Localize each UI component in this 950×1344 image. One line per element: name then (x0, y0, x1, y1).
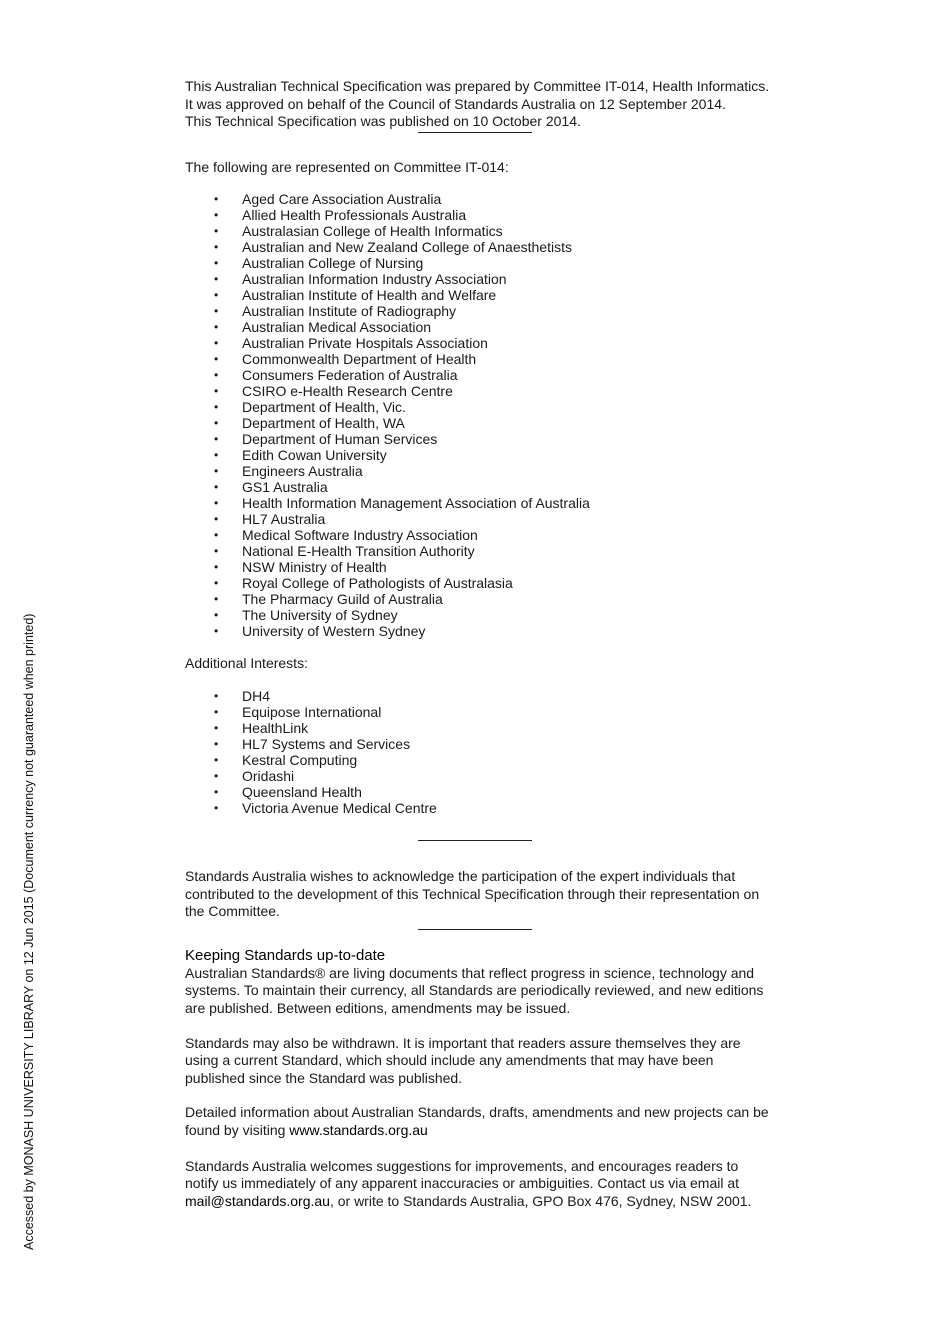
list-item (185, 399, 775, 415)
keeping-standards-heading: Keeping Standards up-to-date (185, 946, 386, 964)
paragraph-3-text: Detailed information about Australian Standards, drafts, amendments and new projects can be found by visiting (185, 1104, 769, 1138)
access-watermark: Accessed by MONASH UNIVERSITY LIBRARY on 12 Jun 2015 (Document currency not guaranteed when printed) (22, 613, 36, 1250)
list-item-label: Edith Cowan University (242, 447, 387, 464)
list-item-label: Allied Health Professionals Australia (242, 207, 467, 224)
bullet-icon: • (214, 608, 219, 623)
bullet-icon: • (214, 688, 219, 703)
committee-member-list (185, 191, 775, 639)
keeping-paragraph-1: Australian Standards® are living documents that reflect progress in science, technology and systems. To maintain their currency, all Standards are periodically reviewed, and new editions are published. Between editions, amendments may be issued. (185, 964, 764, 1016)
bullet-icon: • (214, 208, 219, 223)
list-item-label: HL7 Systems and Services (242, 735, 411, 752)
list-item-label: Victoria Avenue Medical Centre (242, 799, 437, 816)
list-item (185, 431, 775, 447)
additional-interests-heading: Additional Interests: (185, 655, 308, 672)
bullet-icon: • (214, 624, 219, 639)
list-item-label: Queensland Health (242, 783, 362, 800)
list-item (185, 479, 775, 495)
bullet-icon: • (214, 288, 219, 303)
bullet-icon: • (214, 592, 219, 607)
bullet-icon: • (214, 400, 219, 415)
list-item (185, 784, 775, 800)
additional-interests-list (185, 688, 775, 816)
list-item (185, 223, 775, 239)
list-item (185, 768, 775, 784)
list-item-label: Department of Human Services (242, 431, 438, 448)
bullet-icon: • (214, 480, 219, 495)
keeping-paragraph-2: Standards may also be withdrawn. It is important that readers assure themselves they are using a current Standard, which should include any amendments that may have been published since the Standard was published. (185, 1034, 741, 1086)
list-item-label: Australian Private Hospitals Association (242, 335, 488, 352)
list-item (185, 303, 775, 319)
publication-statement: This Technical Specification was published on 10 October 2014. (185, 113, 581, 130)
list-item (185, 511, 775, 527)
list-item-label: Equipose International (242, 703, 382, 720)
list-item-label: Australian Information Industry Association (242, 271, 507, 288)
list-item-label: Consumers Federation of Australia (242, 367, 458, 384)
list-item (185, 239, 775, 255)
bullet-icon: • (214, 192, 219, 207)
bullet-icon: • (214, 496, 219, 511)
list-item (185, 736, 775, 752)
contact-email-link[interactable]: mail@standards.org.au (185, 1192, 330, 1209)
list-item-label: Oridashi (242, 767, 295, 784)
list-item (185, 688, 775, 704)
keeping-paragraph-4 (185, 1158, 775, 1211)
list-item (185, 704, 775, 720)
list-item-label: NSW Ministry of Health (242, 559, 387, 576)
list-item (185, 367, 775, 383)
bullet-icon: • (214, 224, 219, 239)
list-item (185, 207, 775, 223)
list-item-label: Health Information Management Association of Australia (242, 495, 590, 512)
list-item (185, 335, 775, 351)
bullet-icon: • (214, 736, 219, 751)
bullet-icon: • (214, 256, 219, 271)
bullet-icon: • (214, 544, 219, 559)
list-item-label: Aged Care Association Australia (242, 191, 442, 208)
list-item-label: Royal College of Pathologists of Australasia (242, 575, 513, 592)
list-item-label: Department of Health, Vic. (242, 399, 406, 416)
list-item-label: CSIRO e-Health Research Centre (242, 383, 453, 400)
bullet-icon: • (214, 752, 219, 767)
list-item-label: National E-Health Transition Authority (242, 543, 475, 560)
list-item (185, 319, 775, 335)
list-item-label: Commonwealth Department of Health (242, 351, 477, 368)
bullet-icon: • (214, 528, 219, 543)
bullet-icon: • (214, 768, 219, 783)
list-item (185, 255, 775, 271)
keeping-paragraph-3 (185, 1104, 775, 1139)
list-item (185, 463, 775, 479)
list-item-label: HealthLink (242, 719, 309, 736)
list-item-label: Australasian College of Health Informatics (242, 223, 503, 240)
list-item (185, 287, 775, 303)
list-item (185, 415, 775, 431)
list-item-label: Australian College of Nursing (242, 255, 424, 272)
list-item (185, 575, 775, 591)
list-item (185, 527, 775, 543)
list-item-label: Department of Health, WA (242, 415, 405, 432)
list-item-label: Kestral Computing (242, 751, 358, 768)
committee-heading: The following are represented on Committee IT-014: (185, 158, 509, 175)
bullet-icon: • (214, 272, 219, 287)
bullet-icon: • (214, 416, 219, 431)
list-item (185, 351, 775, 367)
bullet-icon: • (214, 576, 219, 591)
list-item-label: Australian Institute of Radiography (242, 303, 457, 320)
list-item-label: GS1 Australia (242, 479, 328, 496)
list-item-label: Australian Institute of Health and Welfare (242, 287, 497, 304)
list-item (185, 383, 775, 399)
list-item (185, 271, 775, 287)
list-item-label: Engineers Australia (242, 463, 363, 480)
paragraph-4-address: , or write to Standards Australia, GPO Box 476, Sydney, NSW 2001. (329, 1192, 752, 1209)
bullet-icon: • (214, 704, 219, 719)
bullet-icon: • (214, 368, 219, 383)
list-item-label: University of Western Sydney (242, 623, 426, 640)
bullet-icon: • (214, 512, 219, 527)
bullet-icon: • (214, 352, 219, 367)
list-item-label: Australian Medical Association (242, 319, 432, 336)
list-item-label: HL7 Australia (242, 511, 326, 528)
list-item-label: The Pharmacy Guild of Australia (242, 591, 443, 608)
bullet-icon: • (214, 464, 219, 479)
bullet-icon: • (214, 384, 219, 399)
list-item-label: DH4 (242, 687, 271, 704)
standards-website-link[interactable]: www.standards.org.au (289, 1121, 428, 1138)
list-item (185, 720, 775, 736)
list-item (185, 752, 775, 768)
acknowledgement-text: Standards Australia wishes to acknowledge the participation of the expert individuals that contributed to the development of this Technical Specification through their representation on the Committee. (185, 867, 760, 920)
bullet-icon: • (214, 432, 219, 447)
bullet-icon: • (214, 800, 219, 815)
list-item (185, 591, 775, 607)
bullet-icon: • (214, 560, 219, 575)
list-item (185, 495, 775, 511)
list-item (185, 800, 775, 816)
list-item (185, 447, 775, 463)
list-item (185, 191, 775, 207)
bullet-icon: • (214, 448, 219, 463)
paragraph-4-text: Standards Australia welcomes suggestions for improvements, and encourages readers to notify us immediately of any apparent inaccuracies or ambiguities. Contact us via email at (185, 1157, 740, 1192)
document-page (185, 78, 775, 1210)
list-item-label: The University of Sydney (242, 607, 398, 624)
approval-statement: This Australian Technical Specification was prepared by Committee IT-014, Health Informatics. It was approved on behalf of the Council of Standards Australia on 12 September 2014. (185, 78, 770, 112)
bullet-icon: • (214, 720, 219, 735)
list-item-label: Medical Software Industry Association (242, 527, 478, 544)
list-item (185, 543, 775, 559)
bullet-icon: • (214, 784, 219, 799)
list-item (185, 607, 775, 623)
bullet-icon: • (214, 240, 219, 255)
list-item (185, 559, 775, 575)
list-item-label: Australian and New Zealand College of Anaesthetists (242, 239, 572, 256)
bullet-icon: • (214, 336, 219, 351)
bullet-icon: • (214, 320, 219, 335)
bullet-icon: • (214, 304, 219, 319)
list-item (185, 623, 775, 639)
